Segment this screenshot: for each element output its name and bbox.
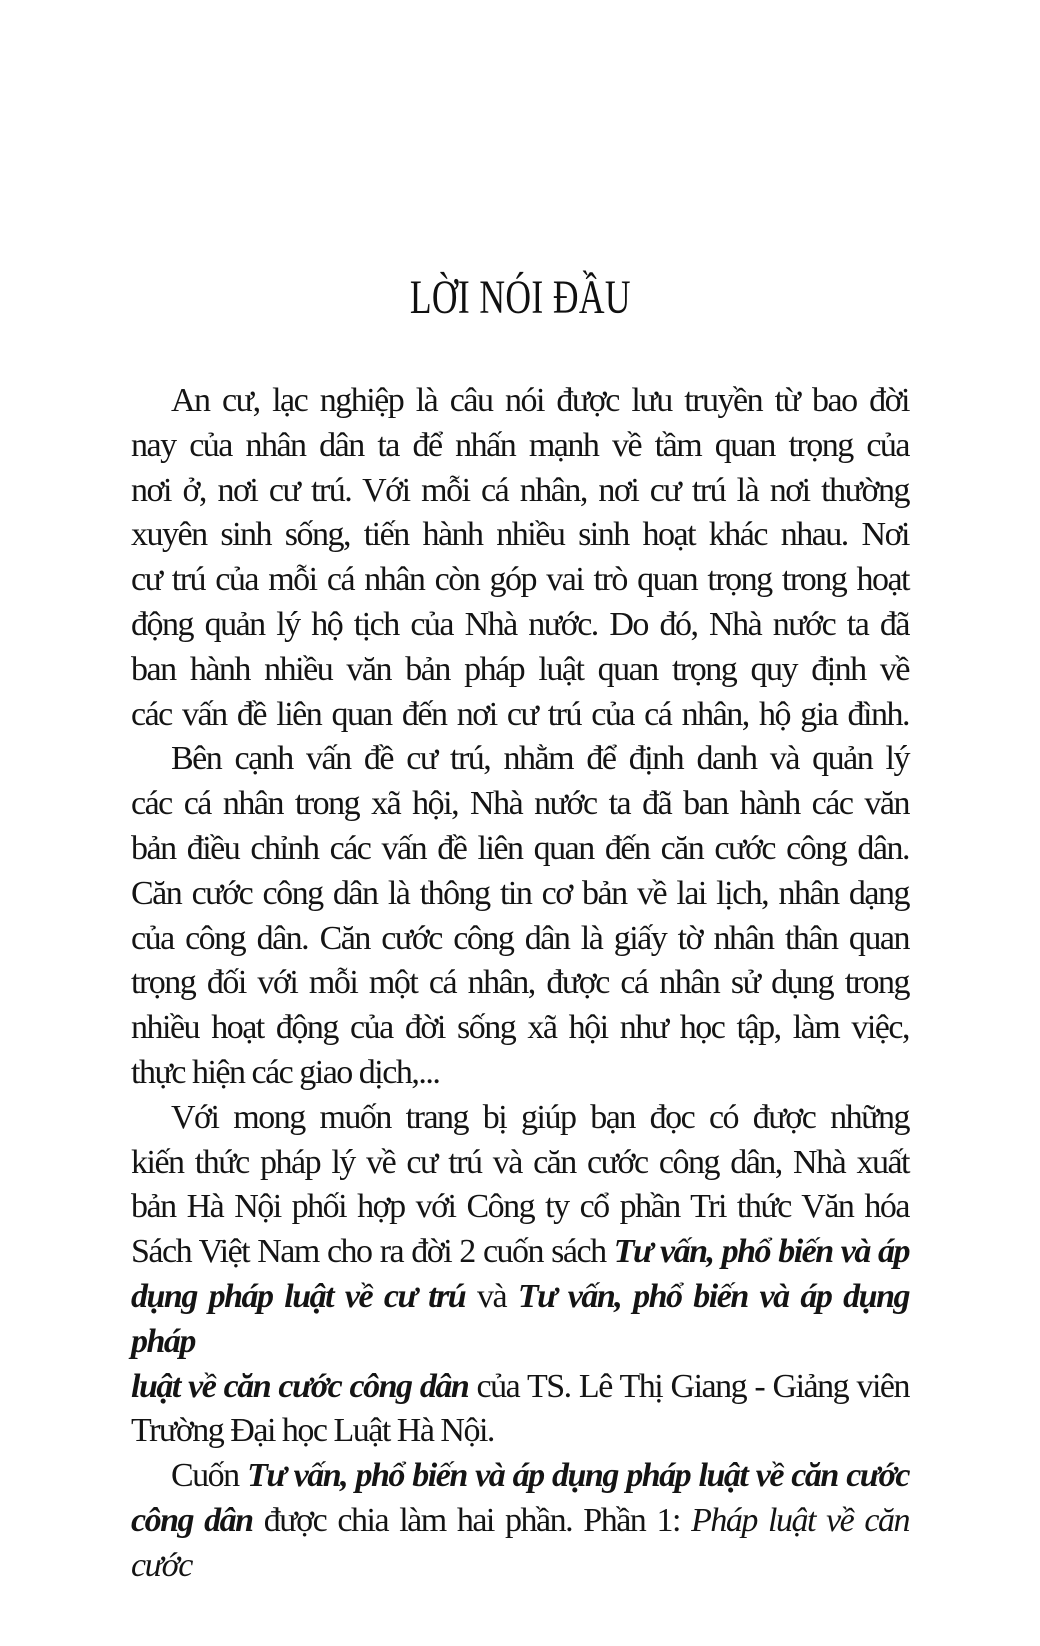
text-run: Với mong muốn trang bị giúp bạn đọc có được những (171, 1098, 909, 1136)
text-line (131, 379, 909, 424)
text-line (131, 1230, 909, 1275)
text-run: Cuốn (171, 1457, 248, 1495)
text-line (131, 424, 909, 469)
text-run: nhiều hoạt động của đời sống xã hội như học tập, làm việc, (131, 1009, 909, 1047)
text-line (131, 648, 909, 693)
text-run: dụng pháp luật về cư trú (131, 1277, 466, 1315)
text-run: các cá nhân trong xã hội, Nhà nước ta đã ban hành các văn (131, 785, 909, 823)
text-run: của công dân. Căn cước công dân là giấy tờ nhân thân quan (131, 919, 909, 957)
text-line (131, 1185, 909, 1230)
text-run: Tư vấn, phổ biến và áp dụng pháp (131, 1277, 910, 1360)
text-line (131, 1141, 909, 1186)
text-line (131, 1409, 909, 1454)
text-run: Căn cước công dân là thông tin cơ bản về lai lịch, nhân dạng (131, 874, 909, 912)
text-run: trọng đối với mỗi một cá nhân, được cá nhân sử dụng trong (131, 964, 909, 1002)
page-title (0, 271, 1040, 324)
text-line (131, 961, 909, 1006)
text-line (131, 1499, 909, 1589)
paragraph (131, 737, 909, 1095)
text-run: nơi ở, nơi cư trú. Với mỗi cá nhân, nơi cư trú là nơi thường (131, 471, 909, 509)
text-run: cư trú của mỗi cá nhân còn góp vai trò quan trọng trong hoạt (131, 561, 909, 599)
text-run: công dân (131, 1501, 253, 1539)
text-line (131, 693, 909, 738)
text-line (131, 872, 909, 917)
text-line (131, 1006, 909, 1051)
text-line (131, 1096, 909, 1141)
text-line (131, 1454, 909, 1499)
text-run: Bên cạnh vấn đề cư trú, nhằm để định danh và quản lý (171, 740, 909, 778)
page-title-text: LỜI NÓI ĐẦU (409, 271, 631, 324)
text-run: Tư vấn, phổ biến và áp (613, 1233, 910, 1271)
text-run: bản điều chỉnh các vấn đề liên quan đến căn cước công dân. (131, 829, 909, 867)
text-run: An cư, lạc nghiệp là câu nói được lưu truyền từ bao đời (171, 382, 909, 419)
text-run: xuyên sinh sống, tiến hành nhiều sinh hoạt khác nhau. Nơi (131, 516, 909, 554)
text-line (131, 603, 909, 648)
text-run: thực hiện các giao dịch,... (131, 1053, 440, 1091)
text-line (131, 1051, 909, 1096)
text-run: luật về căn cước công dân (131, 1367, 469, 1405)
text-run: bản Hà Nội phối hợp với Công ty cổ phần Tri thức Văn hóa (131, 1188, 909, 1226)
text-run: Pháp luật về căn cước (131, 1501, 910, 1584)
text-run: Sách Việt Nam cho ra đời 2 cuốn sách (131, 1233, 614, 1271)
text-run: Trường Đại học Luật Hà Nội. (131, 1412, 494, 1450)
text-line (131, 558, 909, 603)
text-run: của TS. Lê Thị Giang - Giảng viên (468, 1367, 909, 1405)
paragraph (131, 379, 909, 737)
paragraph (131, 1454, 909, 1588)
text-line (131, 1365, 909, 1410)
text-run: ban hành nhiều văn bản pháp luật quan trọng quy định về (131, 650, 909, 688)
text-run: nay của nhân dân ta để nhấn mạnh về tầm quan trọng của (131, 426, 909, 464)
text-line (131, 917, 909, 962)
text-run: động quản lý hộ tịch của Nhà nước. Do đó, Nhà nước ta đã (131, 605, 909, 643)
text-line (131, 513, 909, 558)
text-line (131, 1275, 909, 1365)
text-run: kiến thức pháp lý về cư trú và căn cước công dân, Nhà xuất (131, 1143, 909, 1181)
text-run: và (465, 1277, 518, 1315)
text-run: Tư vấn, phổ biến và áp dụng pháp luật về căn cước (247, 1457, 909, 1495)
document-body (131, 379, 909, 1589)
text-line (131, 782, 909, 827)
text-line (131, 737, 909, 782)
paragraph (131, 1096, 909, 1454)
text-run: được chia làm hai phần. Phần 1: (252, 1501, 692, 1539)
text-line (131, 469, 909, 514)
text-line (131, 827, 909, 872)
text-run: các vấn đề liên quan đến nơi cư trú của cá nhân, hộ gia đình. (131, 695, 909, 733)
